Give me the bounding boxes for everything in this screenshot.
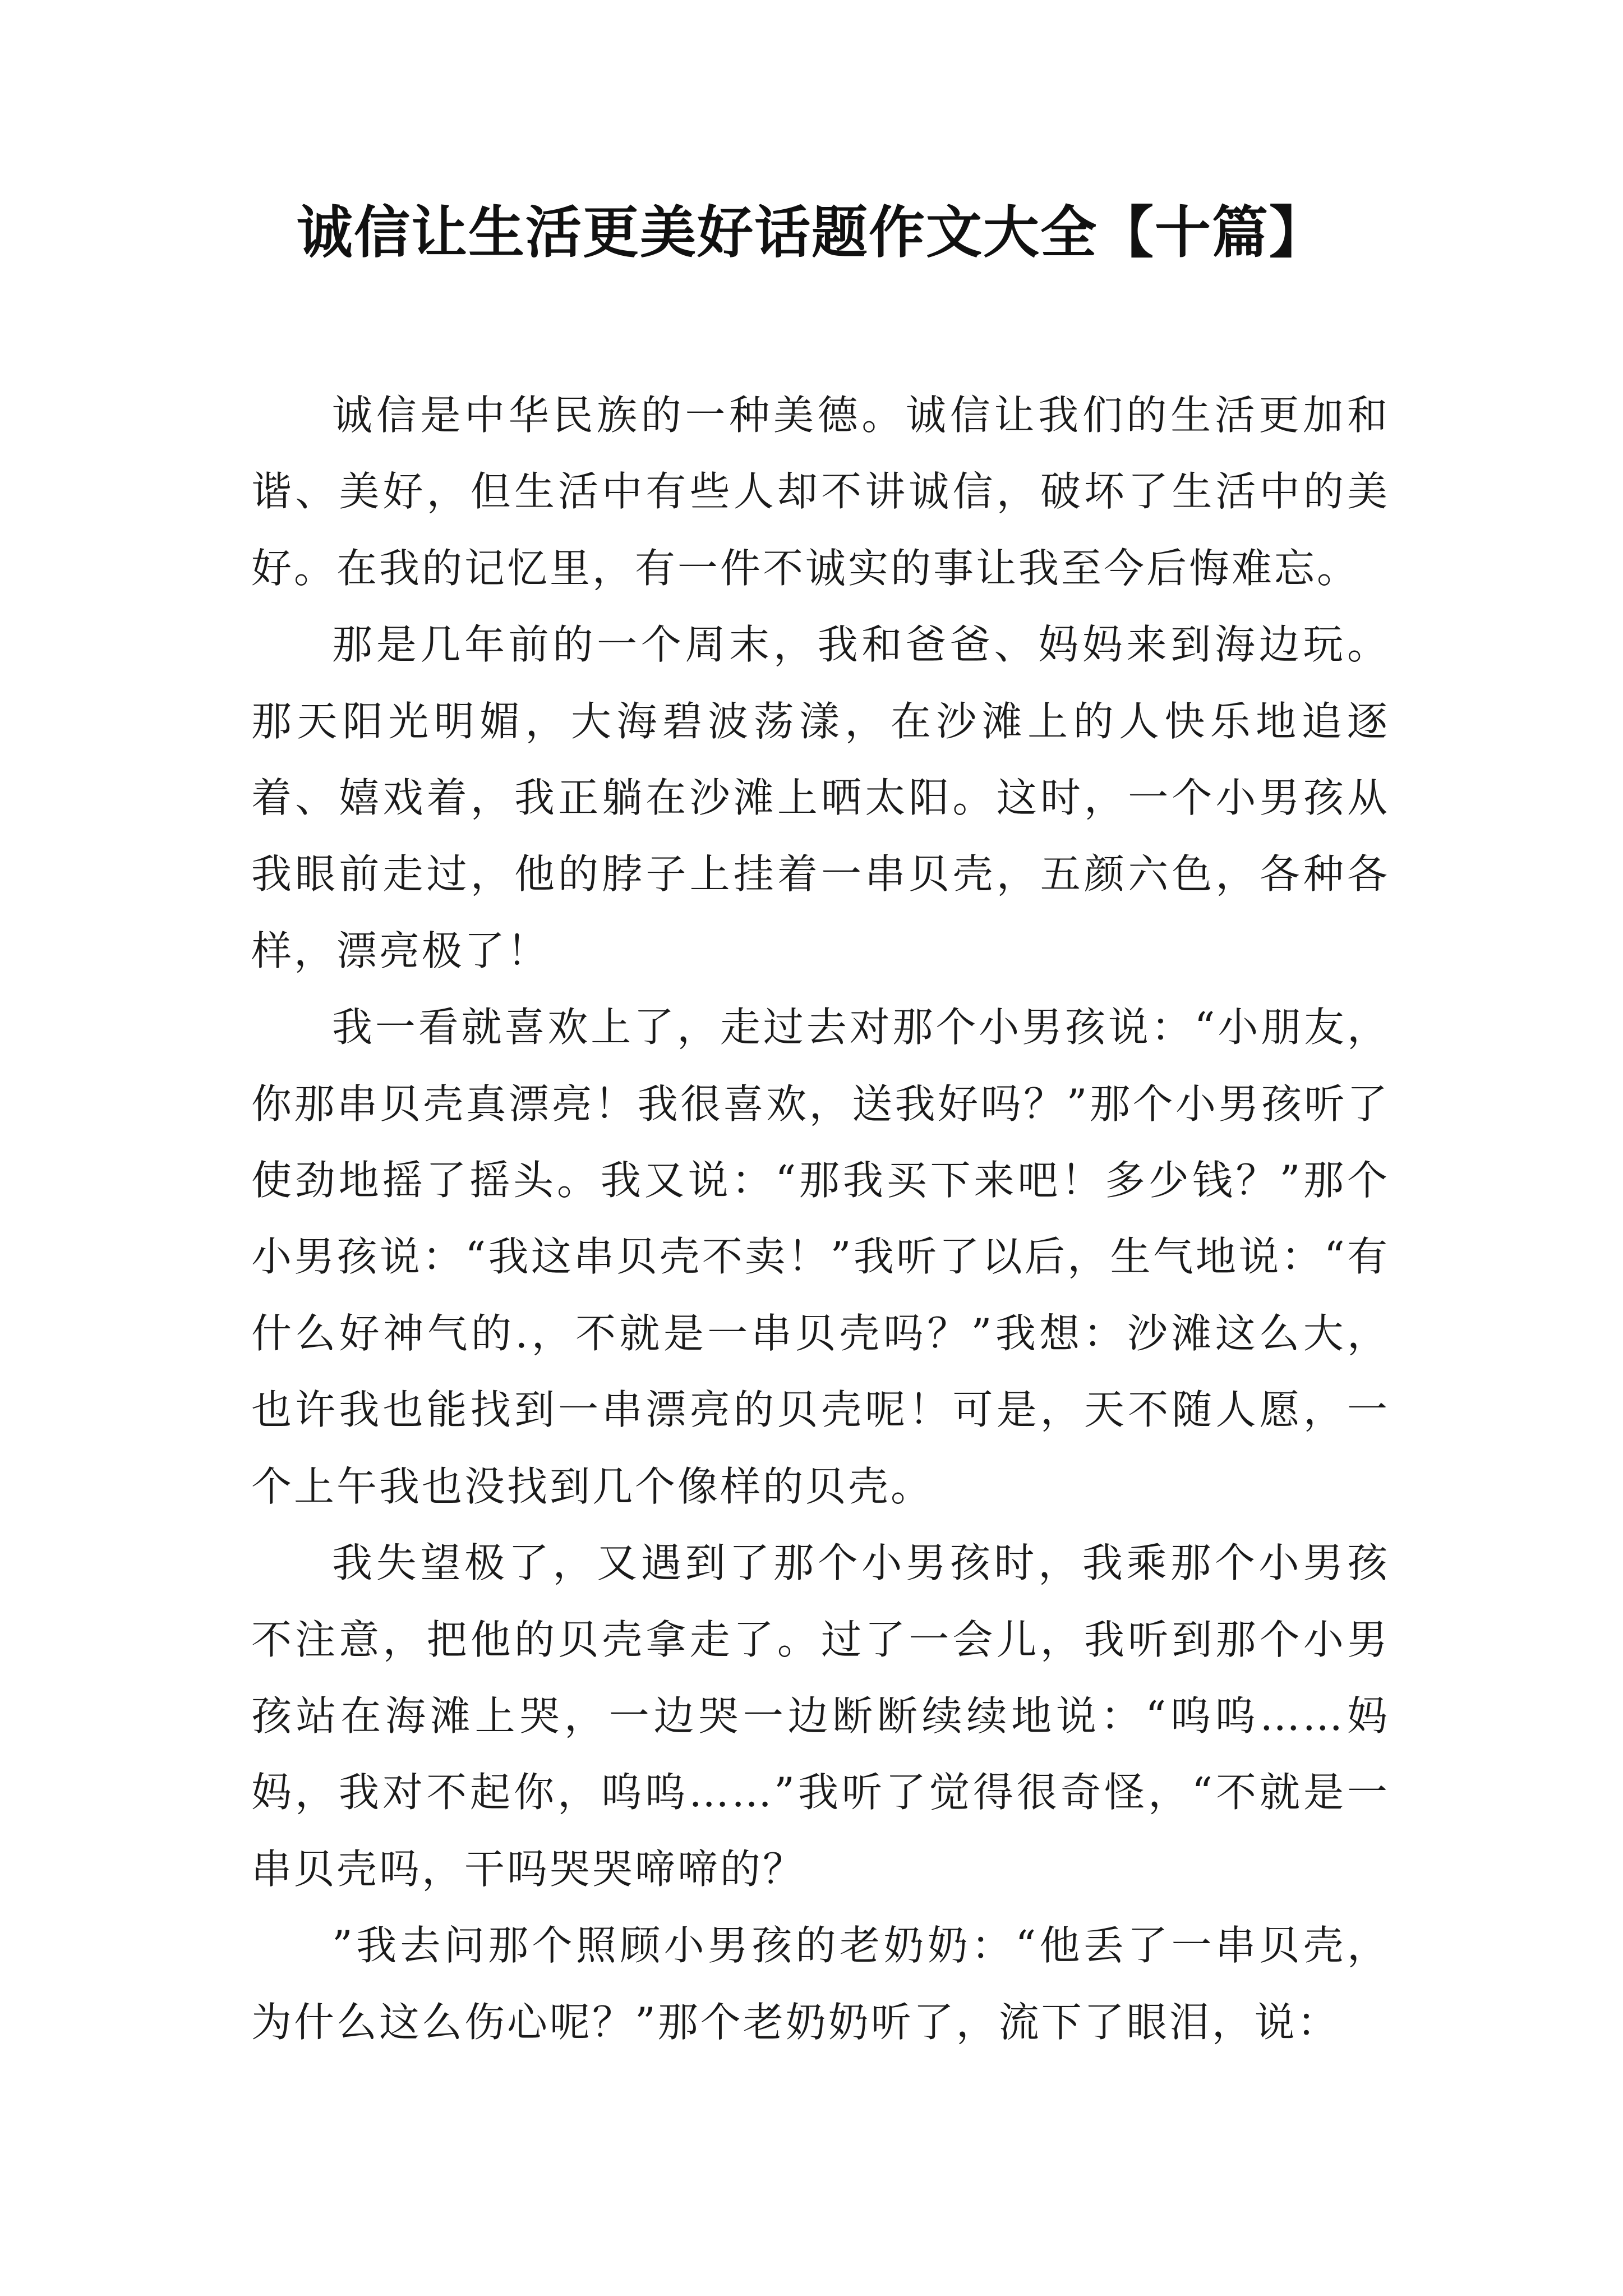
paragraph: 诚信是中华民族的一种美德。诚信让我们的生活更加和谐、美好，但生活中有些人却不讲诚信，破坏了生活中的美好。在我的记忆里，有一件不诚实的事让我至今后悔难忘。 bbox=[251, 392, 1390, 592]
paragraph: 我失望极了，又遇到了那个小男孩时，我乘那个小男孩不注意，把他的贝壳拿走了。过了一会儿，我听到那个小男孩站在海滩上哭，一边哭一边断断续续地说：“呜呜……妈妈，我对不起你，呜呜……”我听了觉得很奇怪，“不就是一串贝壳吗，干吗哭哭啼啼的？ bbox=[251, 1539, 1390, 1893]
document-title: 诚信让生活更美好话题作文大全【十篇】 bbox=[297, 200, 1326, 265]
paragraph: 那是几年前的一个周末，我和爸爸、妈妈来到海边玩。那天阳光明媚，大海碧波荡漾，在沙滩上的人快乐地追逐着、嬉戏着，我正躺在沙滩上晒太阳。这时，一个小男孩从我眼前走过，他的脖子上挂着一串贝壳，五颜六色，各种各样，漂亮极了！ bbox=[251, 621, 1390, 974]
document-body bbox=[251, 377, 1390, 2060]
paragraph: ”我去问那个照顾小男孩的老奶奶：“他丢了一串贝壳，为什么这么伤心呢？”那个老奶奶听了，流下了眼泪，说： bbox=[251, 1922, 1390, 2046]
paragraph: 我一看就喜欢上了，走过去对那个小男孩说：“小朋友，你那串贝壳真漂亮！我很喜欢，送我好吗？”那个小男孩听了使劲地摇了摇头。我又说：“那我买下来吧！多少钱？”那个小男孩说：“我这串贝壳不卖！”我听了以后，生气地说：“有什么好神气的.，不就是一串贝壳吗？”我想：沙滩这么大，也许我也能找到一串漂亮的贝壳呢！可是，天不随人愿，一个上午我也没找到几个像样的贝壳。 bbox=[251, 1004, 1390, 1510]
